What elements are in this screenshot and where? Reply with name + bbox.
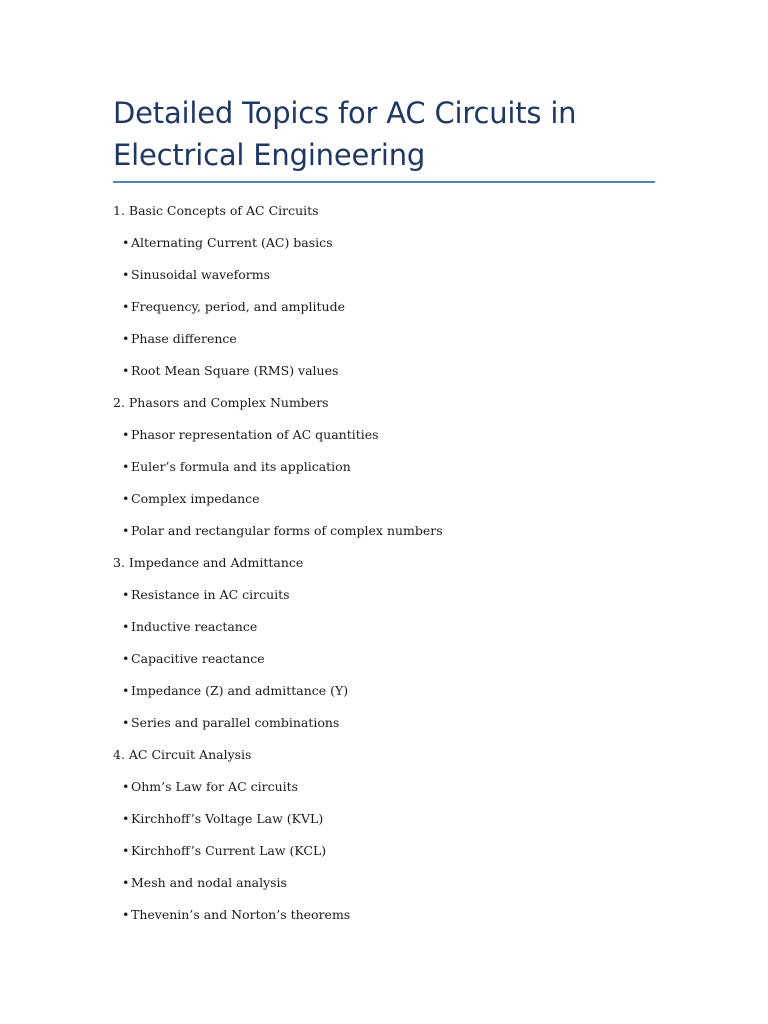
bullet-icon: • — [122, 715, 130, 730]
bullet-icon: • — [122, 459, 130, 474]
list-item: • Capacitive reactance — [122, 651, 265, 666]
bullet-icon: • — [122, 491, 130, 506]
bullet-icon: • — [122, 235, 130, 250]
list-item: • Series and parallel combinations — [122, 715, 340, 730]
section-heading: 2. Phasors and Complex Numbers — [113, 395, 329, 410]
bullet-icon: • — [122, 587, 130, 602]
document-body — [113, 202, 655, 938]
bullet-icon: • — [122, 651, 130, 666]
list-item: • Impedance (Z) and admittance (Y) — [122, 683, 349, 698]
title-line-2: Electrical Engineering — [113, 138, 426, 172]
list-item: • Root Mean Square (RMS) values — [122, 363, 339, 378]
document-title — [113, 92, 655, 176]
section-heading: 1. Basic Concepts of AC Circuits — [113, 203, 319, 218]
bullet-icon: • — [122, 779, 130, 794]
bullet-icon: • — [122, 331, 130, 346]
bullet-icon: • — [122, 267, 130, 282]
title-line-1: Detailed Topics for AC Circuits in — [113, 96, 577, 130]
section-heading: 3. Impedance and Admittance — [113, 555, 304, 570]
title-underline — [113, 181, 655, 183]
bullet-icon: • — [122, 843, 130, 858]
bullet-icon: • — [122, 299, 130, 314]
bullet-icon: • — [122, 523, 130, 538]
bullet-icon: • — [122, 811, 130, 826]
list-item: • Alternating Current (AC) basics — [122, 235, 333, 250]
section-heading: 4. AC Circuit Analysis — [113, 747, 252, 762]
list-item: • Sinusoidal waveforms — [122, 267, 271, 282]
list-item: • Thevenin’s and Norton’s theorems — [122, 907, 351, 922]
list-item: • Polar and rectangular forms of complex numbers — [122, 523, 443, 538]
list-item: • Ohm’s Law for AC circuits — [122, 779, 299, 794]
list-item: • Phase difference — [122, 331, 237, 346]
list-item: • Kirchhoff’s Current Law (KCL) — [122, 843, 327, 858]
bullet-icon: • — [122, 427, 130, 442]
bullet-icon: • — [122, 907, 130, 922]
bullet-icon: • — [122, 683, 130, 698]
list-item: • Phasor representation of AC quantities — [122, 427, 379, 442]
list-item: • Inductive reactance — [122, 619, 258, 634]
list-item: • Kirchhoff’s Voltage Law (KVL) — [122, 811, 324, 826]
bullet-icon: • — [122, 875, 130, 890]
list-item: • Euler’s formula and its application — [122, 459, 351, 474]
list-item: • Frequency, period, and amplitude — [122, 299, 345, 314]
bullet-icon: • — [122, 619, 130, 634]
list-item: • Resistance in AC circuits — [122, 587, 290, 602]
document-page — [113, 92, 655, 938]
list-item: • Mesh and nodal analysis — [122, 875, 287, 890]
list-item: • Complex impedance — [122, 491, 260, 506]
bullet-icon: • — [122, 363, 130, 378]
